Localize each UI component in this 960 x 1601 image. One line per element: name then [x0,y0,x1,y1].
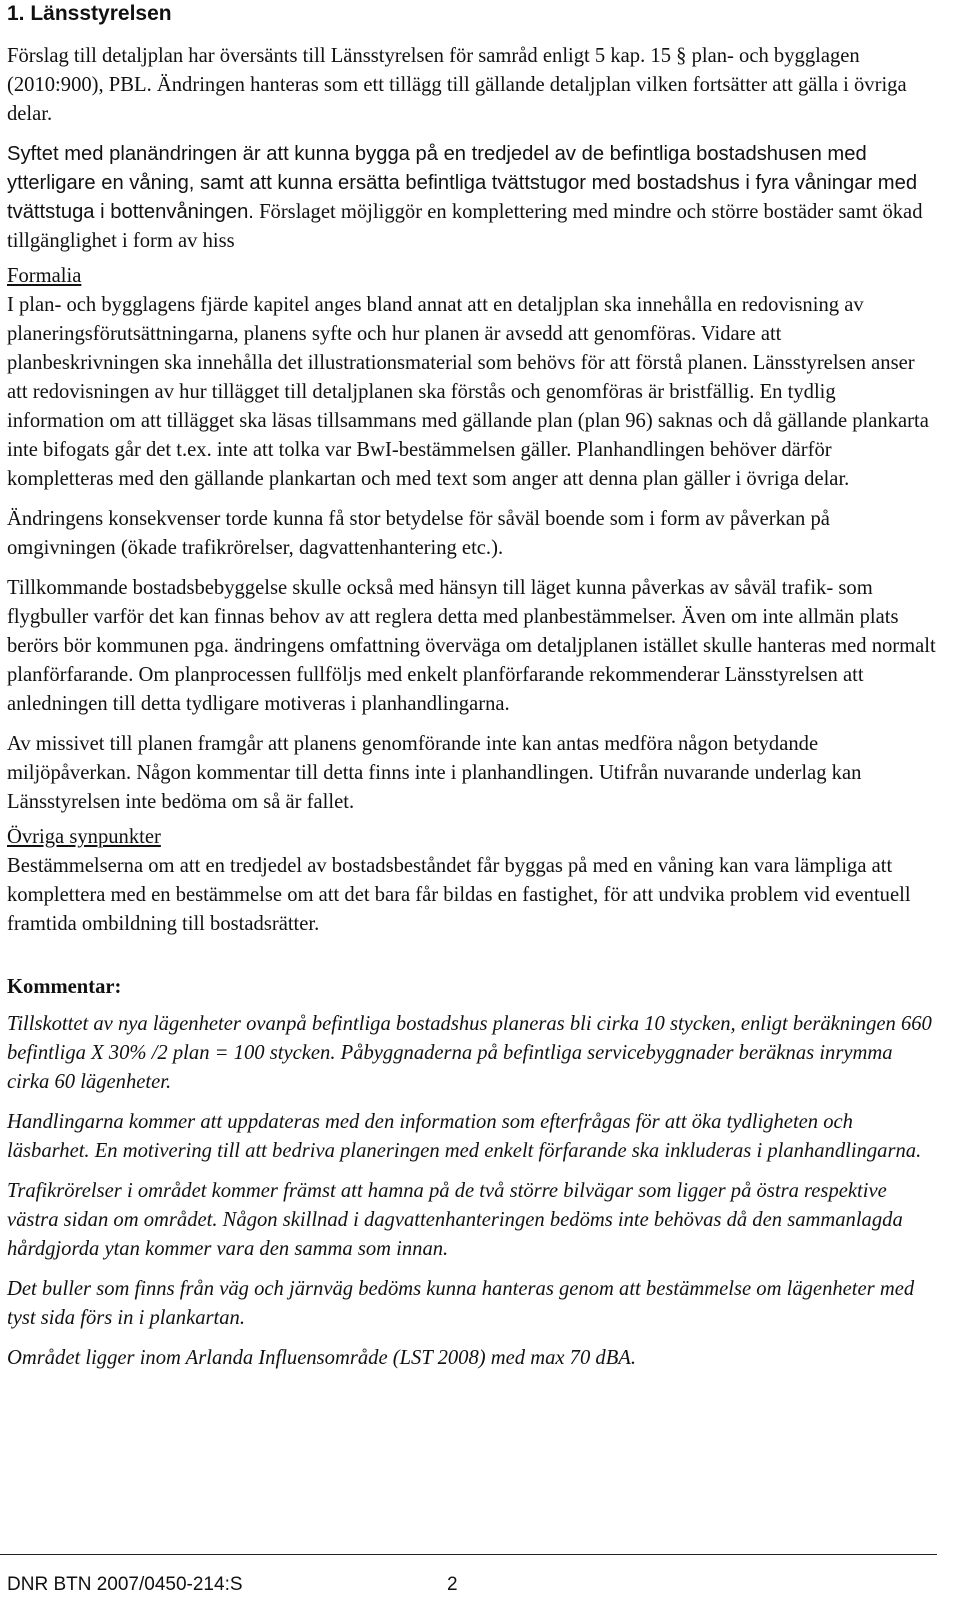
paragraph-formalia: I plan- och bygglagens fjärde kapitel anges bland annat att en detaljplan ska innehålla en redovisning av planeringsförutsättningarna, planens syfte och hur planen är avsedd att genomföras. Vidare att planbeskrivningen ska innehålla det illustrationsmaterial som behövs för att förstå planen. Länsstyrelsen anser att redovisningen av hur tillägget till detaljplanen ska förstås och genomföras är bristfällig. En tydlig information om att tillägget ska läsas tillsammans med gällande plan (plan 96) saknas och då gällande plankarta inte bifogats går det t.ex. inte att tolka var BwI-bestämmelsen gäller. Planhandlingen behöver därför kompletteras med den gällande plankartan och med text som anger att denna plan gäller i övriga delar. [7,294,929,490]
paragraph-noise: Tillkommande bostadsbebyggelse skulle också med hänsyn till läget kunna påverkas av såväl trafik- som flygbuller varför det kan finnas behov av att reglera detta med planbestämmelser. Även om inte allmän plats berörs bör kommunen pga. ändringens omfattning överväga om detaljplanen istället skulle hanteras med normalt planförfarande. Om planprocessen fullföljs med enkelt planförfarande rekommenderar Länsstyrelsen att anledningen till detta tydligare motiveras i planhandlingarna. [7,577,936,715]
comment-paragraph-3: Trafikrörelser i området kommer främst att hamna på de två större bilvägar som ligger på östra respektive västra sidan om området. Någon skillnad i dagvattenhanteringen bedöms inte behövas då den sammanlagda hårdgjorda ytan kommer vara den samma som innan. [7,1180,903,1260]
paragraph-intro: Förslag till detaljplan har översänts till Länsstyrelsen för samråd enligt 5 kap. 15 § plan- och bygglagen (2010:900), PBL. Ändringen hanteras som ett tillägg till gällande detaljplan vilken fortsätter att gälla i övriga delar. [7,45,907,125]
ovriga-title: Övriga synpunkter [7,826,161,848]
comment-paragraph-2: Handlingarna kommer att uppdateras med den information som efterfrågas för att öka tydligheten och läsbarhet. En motivering till att bedriva planeringen med enkelt förfarande ska inkluderas i planhandlingarna. [7,1111,922,1162]
footer-divider [0,1554,937,1555]
paragraph-purpose [7,140,937,256]
comment-paragraph-5: Området ligger inom Arlanda Influensområde (LST 2008) med max 70 dBA. [7,1347,637,1369]
paragraph-purpose-a: Syftet med planändringen är att kunna bygga på en tredjedel av de befintliga bostadshusen med ytterligare en våning, samt att kunna ersätta befintliga tvättstugor med bostadshus i fyra våningar med tvättstuga i bottenvåningen. [7,143,918,223]
formalia-title: Formalia [7,265,82,287]
section-heading: 1. Länsstyrelsen [7,2,172,25]
paragraph-environment: Av missivet till planen framgår att planens genomförande inte kan antas medföra någon betydande miljöpåverkan. Någon kommentar till detta finns inte i planhandlingen. Utifrån nuvarande underlag kan Länsstyrelsen inte bedöma om så är fallet. [7,733,862,813]
document-page [7,0,937,1373]
paragraph-consequences: Ändringens konsekvenser torde kunna få stor betydelse för såväl boende som i form av påverkan på omgivningen (ökade trafikrörelser, dagvattenhantering etc.). [7,508,830,559]
comment-paragraph-1: Tillskottet av nya lägenheter ovanpå befintliga bostadshus planeras bli cirka 10 stycken, enligt beräkningen 660 befintliga X 30% /2 plan = 100 stycken. Påbyggnaderna på befintliga servicebyggnader beräknas inrymma cirka 60 lägenheter. [7,1013,932,1093]
page-footer [7,1573,458,1597]
comment-title: Kommentar: [7,976,122,998]
comment-paragraph-4: Det buller som finns från väg och järnväg bedöms kunna hanteras genom att bestämmelse om lägenheter med tyst sida förs in i plankartan. [7,1278,915,1329]
footer-reference: DNR BTN 2007/0450-214:S [7,1574,243,1595]
paragraph-ovriga: Bestämmelserna om att en tredjedel av bostadsbeståndet får byggas på med en våning kan vara lämpliga att komplettera med en bestämmelse om att det bara får bildas en fastighet, för att undvika problem vid eventuell framtida ombildning till bostadsrätter. [7,855,911,935]
page-number: 2 [447,1574,458,1595]
paragraph-purpose-b: Förslaget möjliggör en komplettering med mindre och större bostäder samt ökad tillgänglighet i form av hiss [7,201,923,252]
